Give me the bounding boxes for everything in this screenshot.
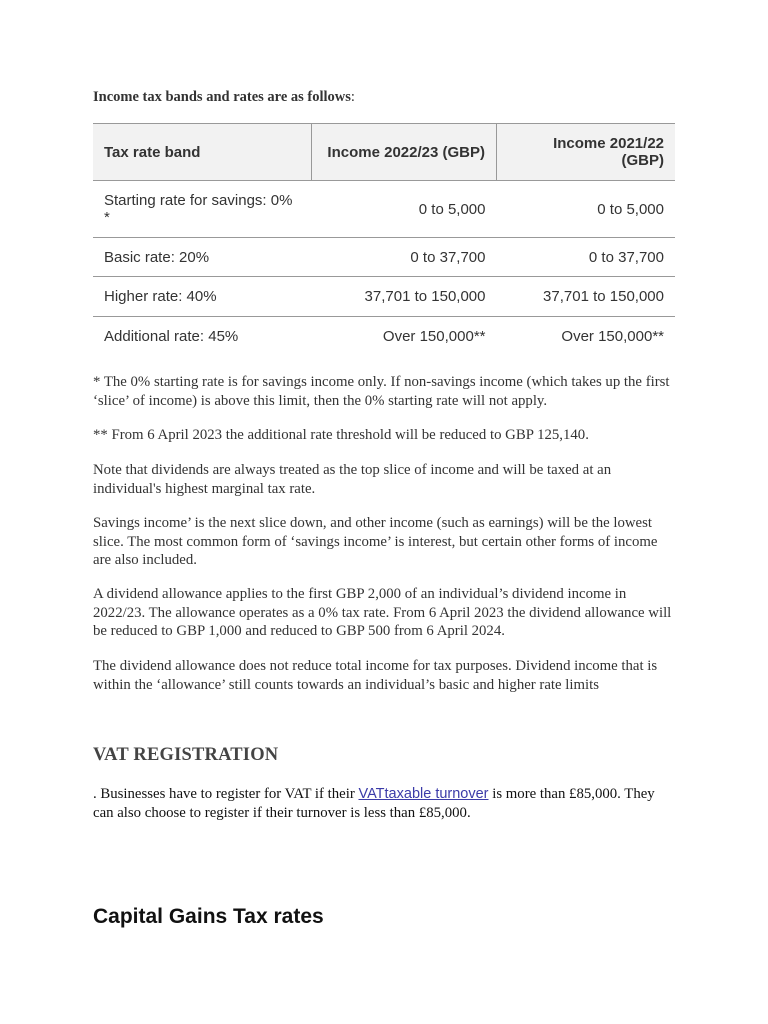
table-row (93, 277, 675, 317)
table-cell-2022-23: 37,701 to 150,000 (312, 277, 497, 317)
paragraph-savings-income: Savings income’ is the next slice down, and other income (such as earnings) will be the lowest slice. The most common form of ‘savings income’ is interest, but certain other forms of income are also included. (93, 515, 658, 568)
table-cell-2021-22: Over 150,000** (561, 327, 664, 345)
intro-line (93, 89, 355, 106)
table-cell-2021-22: 37,701 to 150,000 (497, 277, 676, 317)
intro-colon: : (350, 89, 355, 105)
table-header-row (93, 124, 675, 181)
table-cell-band: Additional rate: 45% (104, 327, 239, 345)
table-row (93, 181, 675, 238)
header-income-2022-23: Income 2022/23 (GBP) (312, 124, 497, 181)
table-cell-band: Basic rate: 20% (93, 238, 312, 277)
table-cell-2022-23: Over 150,000** (382, 327, 486, 345)
vat-text-before: . Businesses have to register for VAT if their (93, 786, 359, 802)
footnote-additional-rate: ** From 6 April 2023 the additional rate threshold will be reduced to GBP 125,140. (93, 427, 589, 443)
vat-text-after: is more than £85,000. They can also choose to register if their turnover is less than £85,000. (93, 786, 655, 821)
vat-registration-heading: VAT REGISTRATION (93, 745, 279, 765)
header-tax-rate-band: Tax rate band (93, 124, 312, 181)
table-cell-2021-22: 0 to 37,700 (497, 238, 676, 277)
table-cell-band: Higher rate: 40% (93, 277, 312, 317)
capital-gains-heading: Capital Gains Tax rates (93, 905, 324, 928)
intro-text: Income tax bands and rates are as follows (93, 89, 351, 105)
header-income-2021-22: Income 2021/22 (GBP) (497, 124, 676, 181)
table-cell-2022-23: 0 to 37,700 (312, 238, 497, 277)
paragraph-allowance-limits: The dividend allowance does not reduce total income for tax purposes. Dividend income that is within the ‘allowance’ still counts towards an individual’s basic and higher rate limits (93, 658, 658, 693)
table-cell-band: Starting rate for savings: 0% * (93, 181, 312, 238)
vat-paragraph (93, 785, 675, 822)
table-cell-2021-22: 0 to 5,000 (497, 181, 676, 238)
vat-taxable-turnover-link[interactable]: VATtaxable turnover (358, 786, 489, 802)
table-row (93, 238, 675, 277)
income-tax-table (93, 123, 675, 355)
paragraph-dividend-allowance: A dividend allowance applies to the first GBP 2,000 of an individual’s dividend income in 2022/23. The allowance operates as a 0% tax rate. From 6 April 2023 the dividend allowance will be reduced to GBP 1,000 and reduced to GBP 500 from 6 April 2024. (93, 586, 672, 639)
paragraph-dividends: Note that dividends are always treated as the top slice of income and will be taxed at an individual's highest marginal tax rate. (93, 462, 612, 497)
table-cell-2022-23: 0 to 5,000 (312, 181, 497, 238)
table-row (93, 317, 675, 356)
footnote-starting-rate: * The 0% starting rate is for savings income only. If non-savings income (which takes up the first ‘slice’ of income) is above this limit, then the 0% starting rate will not apply. (93, 374, 670, 409)
